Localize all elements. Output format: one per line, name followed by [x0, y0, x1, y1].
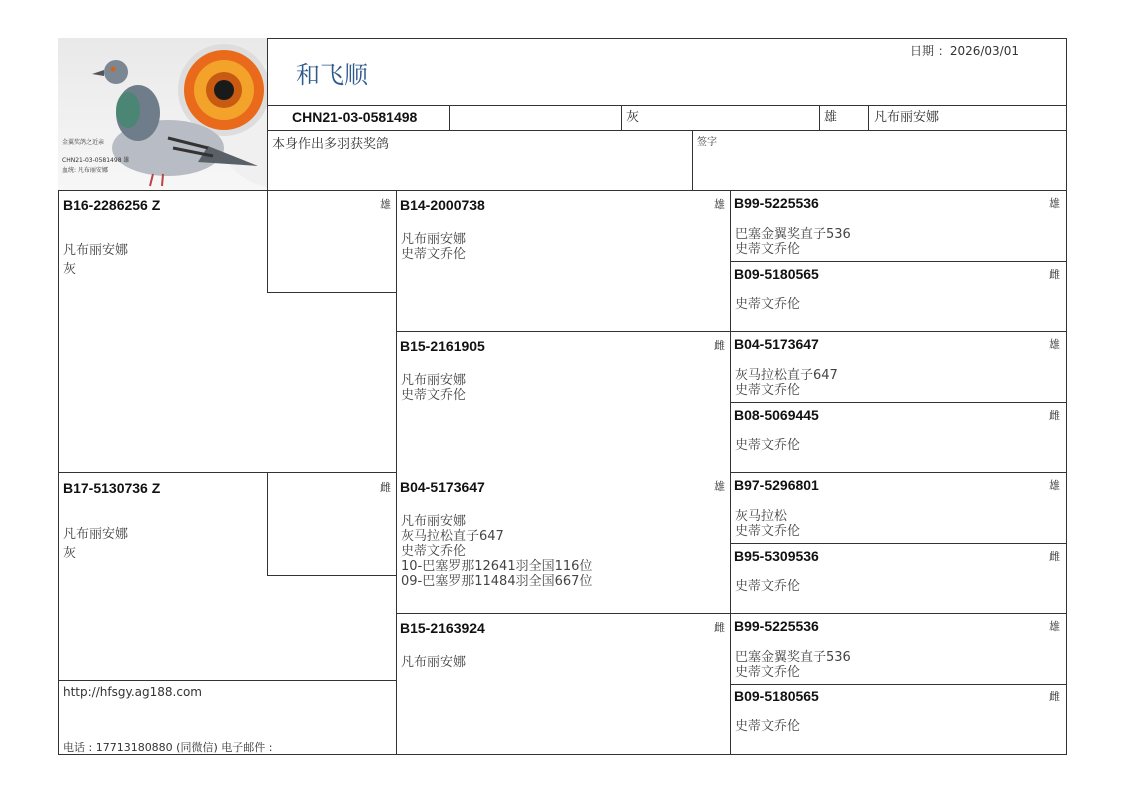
gen3-ring: B04-5173647 [734, 336, 819, 352]
gen2-info: 凡布丽安娜 史蒂文乔伦 [401, 232, 467, 262]
gen2-info: 凡布丽安娜 [401, 655, 467, 670]
photo-caption: 金翼奖鸽之近亲 CHN21-03-0581498 雄 血统: 凡布丽安娜 [62, 139, 130, 174]
gen3-sex: 雄 [1049, 338, 1060, 351]
gen3-ring: B09-5180565 [734, 266, 819, 282]
gen2-column [397, 191, 731, 755]
gen1-side-sex: 雄 [380, 198, 391, 211]
gen3-sex: 雄 [1049, 479, 1060, 492]
sign-divider [692, 131, 693, 191]
gen3-info: 巴塞金翼奖直子536 史蒂文乔伦 [735, 650, 851, 680]
gen3-info: 史蒂文乔伦 [735, 297, 801, 312]
breeder-title: 和飞顺 [296, 61, 368, 89]
gen3-ring: B99-5225536 [734, 195, 819, 211]
gen3-sex: 雌 [1049, 550, 1060, 563]
gen3-info: 史蒂文乔伦 [735, 719, 801, 734]
info-divider [449, 105, 450, 131]
pigeon-photo [58, 38, 268, 191]
remark-text: 本身作出多羽获奖鸽 [272, 137, 390, 152]
gen2-ring: B04-5173647 [400, 479, 485, 495]
gen3-ring: B09-5180565 [734, 688, 819, 704]
sign-label: 签字 [697, 137, 717, 148]
gen3-info: 灰马拉松直子647 史蒂文乔伦 [735, 368, 838, 398]
gen3-sex: 雌 [1049, 690, 1060, 703]
gen1-info: 凡布丽安娜 灰 [63, 243, 129, 277]
line-value: 凡布丽安娜 [874, 110, 940, 125]
gen3-ring: B99-5225536 [734, 618, 819, 634]
gen1-side-box [267, 473, 397, 576]
gen3-separator [731, 261, 1067, 262]
info-divider [621, 105, 622, 131]
gen2-separator [397, 331, 731, 332]
gen2-ring: B15-2161905 [400, 338, 485, 354]
gen3-info: 巴塞金翼奖直子536 史蒂文乔伦 [735, 227, 851, 257]
sex-value: 雄 [824, 110, 838, 125]
gen3-sex: 雌 [1049, 409, 1060, 422]
gen2-info: 凡布丽安娜 史蒂文乔伦 [401, 373, 467, 403]
gen3-ring: B08-5069445 [734, 407, 819, 423]
gen2-separator [397, 613, 731, 614]
gen3-ring: B97-5296801 [734, 477, 819, 493]
gen2-sex: 雌 [714, 621, 725, 634]
info-divider [819, 105, 820, 131]
gen3-separator [731, 613, 1067, 614]
gen3-separator [731, 331, 1067, 332]
gen1-side-sex: 雌 [380, 481, 391, 494]
gen3-info: 史蒂文乔伦 [735, 579, 801, 594]
gen2-sex: 雌 [714, 339, 725, 352]
gen2-sex: 雄 [714, 480, 725, 493]
color-value: 灰 [626, 110, 640, 125]
date-label: 日期 ：2026/03/01 [910, 44, 1019, 58]
gen1-ring: B16-2286256 Z [63, 197, 161, 213]
gen2-sex: 雄 [714, 198, 725, 211]
gen3-sex: 雌 [1049, 268, 1060, 281]
gen3-sex: 雄 [1049, 620, 1060, 633]
main-ring-number: CHN21-03-0581498 [292, 109, 418, 125]
gen3-separator [731, 543, 1067, 544]
website-url[interactable]: http://hfsgy.ag188.com [63, 685, 202, 699]
gen3-info: 灰马拉松 史蒂文乔伦 [735, 509, 801, 539]
gen1-ring: B17-5130736 Z [63, 480, 161, 496]
gen3-sex: 雄 [1049, 197, 1060, 210]
gen2-ring: B15-2163924 [400, 620, 485, 636]
contact-info: 电话 : 17713180880 (同微信) 电子邮件 : [63, 741, 273, 754]
gen1-info: 凡布丽安娜 灰 [63, 527, 129, 561]
gen1-side-box [267, 191, 397, 293]
gen3-separator [731, 472, 1067, 473]
gen1-separator [58, 680, 397, 681]
gen3-separator [731, 402, 1067, 403]
gen3-info: 史蒂文乔伦 [735, 438, 801, 453]
gen2-ring: B14-2000738 [400, 197, 485, 213]
gen3-ring: B95-5309536 [734, 548, 819, 564]
info-divider [868, 105, 869, 131]
gen2-info: 凡布丽安娜 灰马拉松直子647 史蒂文乔伦 10-巴塞罗那12641羽全国116位 09-巴塞罗那11484羽全国667位 [401, 514, 593, 589]
gen3-separator [731, 684, 1067, 685]
